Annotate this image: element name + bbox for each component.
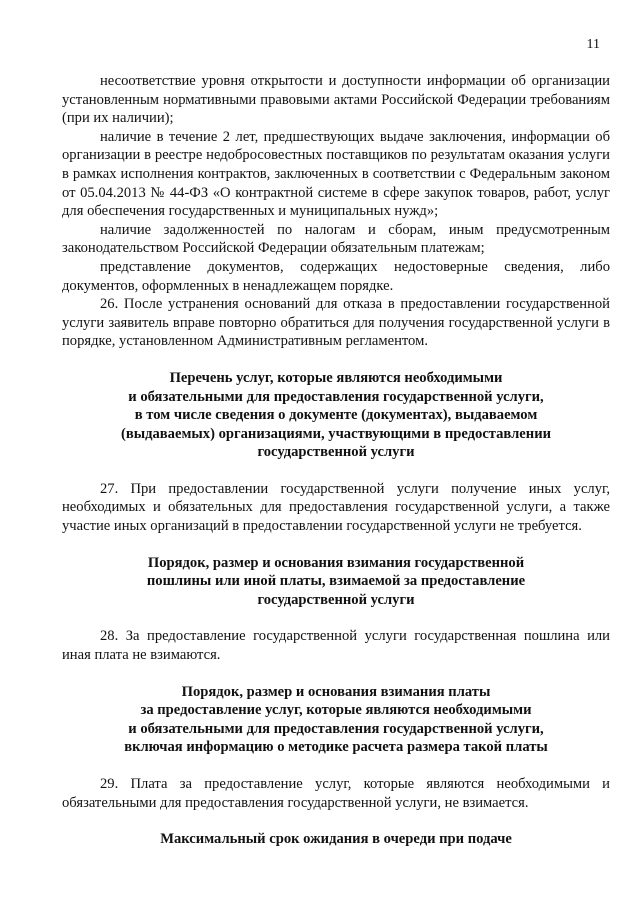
paragraph-27: 27. При предоставлении государственной услуги получение иных услуг, необходимых и обязательных для предоставления государственной услуги, а также участие иных организаций в предоставлении государственной услуги не требуется.	[62, 480, 610, 535]
section-heading-state-fee	[62, 554, 610, 610]
page-number: 11	[586, 37, 600, 52]
paragraph-tax-debts: наличие задолженностей по налогам и сборам, иным предусмотренным законодательством Российской Федерации обязательным платежам;	[62, 221, 610, 257]
heading-line: и обязательными для предоставления государственной услуги,	[128, 388, 544, 405]
paragraph-false-documents: представление документов, содержащих недостоверные сведения, либо документов, оформленных в ненадлежащем порядке.	[62, 258, 610, 294]
section-heading-fee-for-services	[62, 683, 610, 757]
heading-line: Порядок, размер и основания взимания государственной	[147, 554, 525, 571]
heading-line: Порядок, размер и основания взимания платы	[181, 683, 491, 700]
heading-line: государственной услуги	[257, 444, 415, 461]
heading-line: Максимальный срок ожидания в очереди при подаче	[160, 831, 512, 848]
heading-line: включая информацию о методике расчета размера такой платы	[124, 739, 548, 756]
paragraph-28: 28. За предоставление государственной услуги государственная пошлина или иная плата не взимаются.	[62, 628, 610, 664]
heading-line: Перечень услуг, которые являются необходимыми	[169, 369, 503, 386]
paragraph-26: 26. После устранения оснований для отказа в предоставлении государственной услуги заявитель вправе повторно обратиться для получения государственной услуги в порядке, установленном Административным регламентом.	[62, 296, 610, 350]
paragraph-unscrupulous-registry: наличие в течение 2 лет, предшествующих выдаче заключения, информации об организации в реестре недобросовестных поставщиков по результатам оказания услуги в рамках исполнения контрактов, заключенных в соответствии с Федеральным законом от 05.04.2013 № 44-ФЗ «О контрактной системе в сфере закупок товаров, работ, услуг для обеспечения государственных и муниципальных нужд»;	[62, 128, 610, 220]
heading-line: за предоставление услуг, которые являются необходимыми	[140, 702, 532, 719]
section-heading-queue-time	[62, 830, 610, 849]
heading-line: в том числе сведения о документе (документах), выдаваемом	[134, 407, 538, 424]
heading-line: пошлины или иной платы, взимаемой за предоставление	[146, 573, 526, 590]
section-heading-services-list	[62, 369, 610, 462]
heading-line: государственной услуги	[257, 591, 415, 608]
heading-line: и обязательными для предоставления государственной услуги,	[128, 720, 544, 737]
paragraph-29: 29. Плата за предоставление услуг, которые являются необходимыми и обязательными для предоставления государственной услуги, не взимается.	[62, 776, 610, 811]
heading-line: (выдаваемых) организациями, участвующими в предоставлении	[120, 425, 552, 442]
document-body	[62, 72, 610, 849]
paragraph-noncompliance: несоответствие уровня открытости и доступности информации об организации установленным нормативными правовыми актами Российской Федерации требованиям (при их наличии);	[62, 73, 610, 127]
